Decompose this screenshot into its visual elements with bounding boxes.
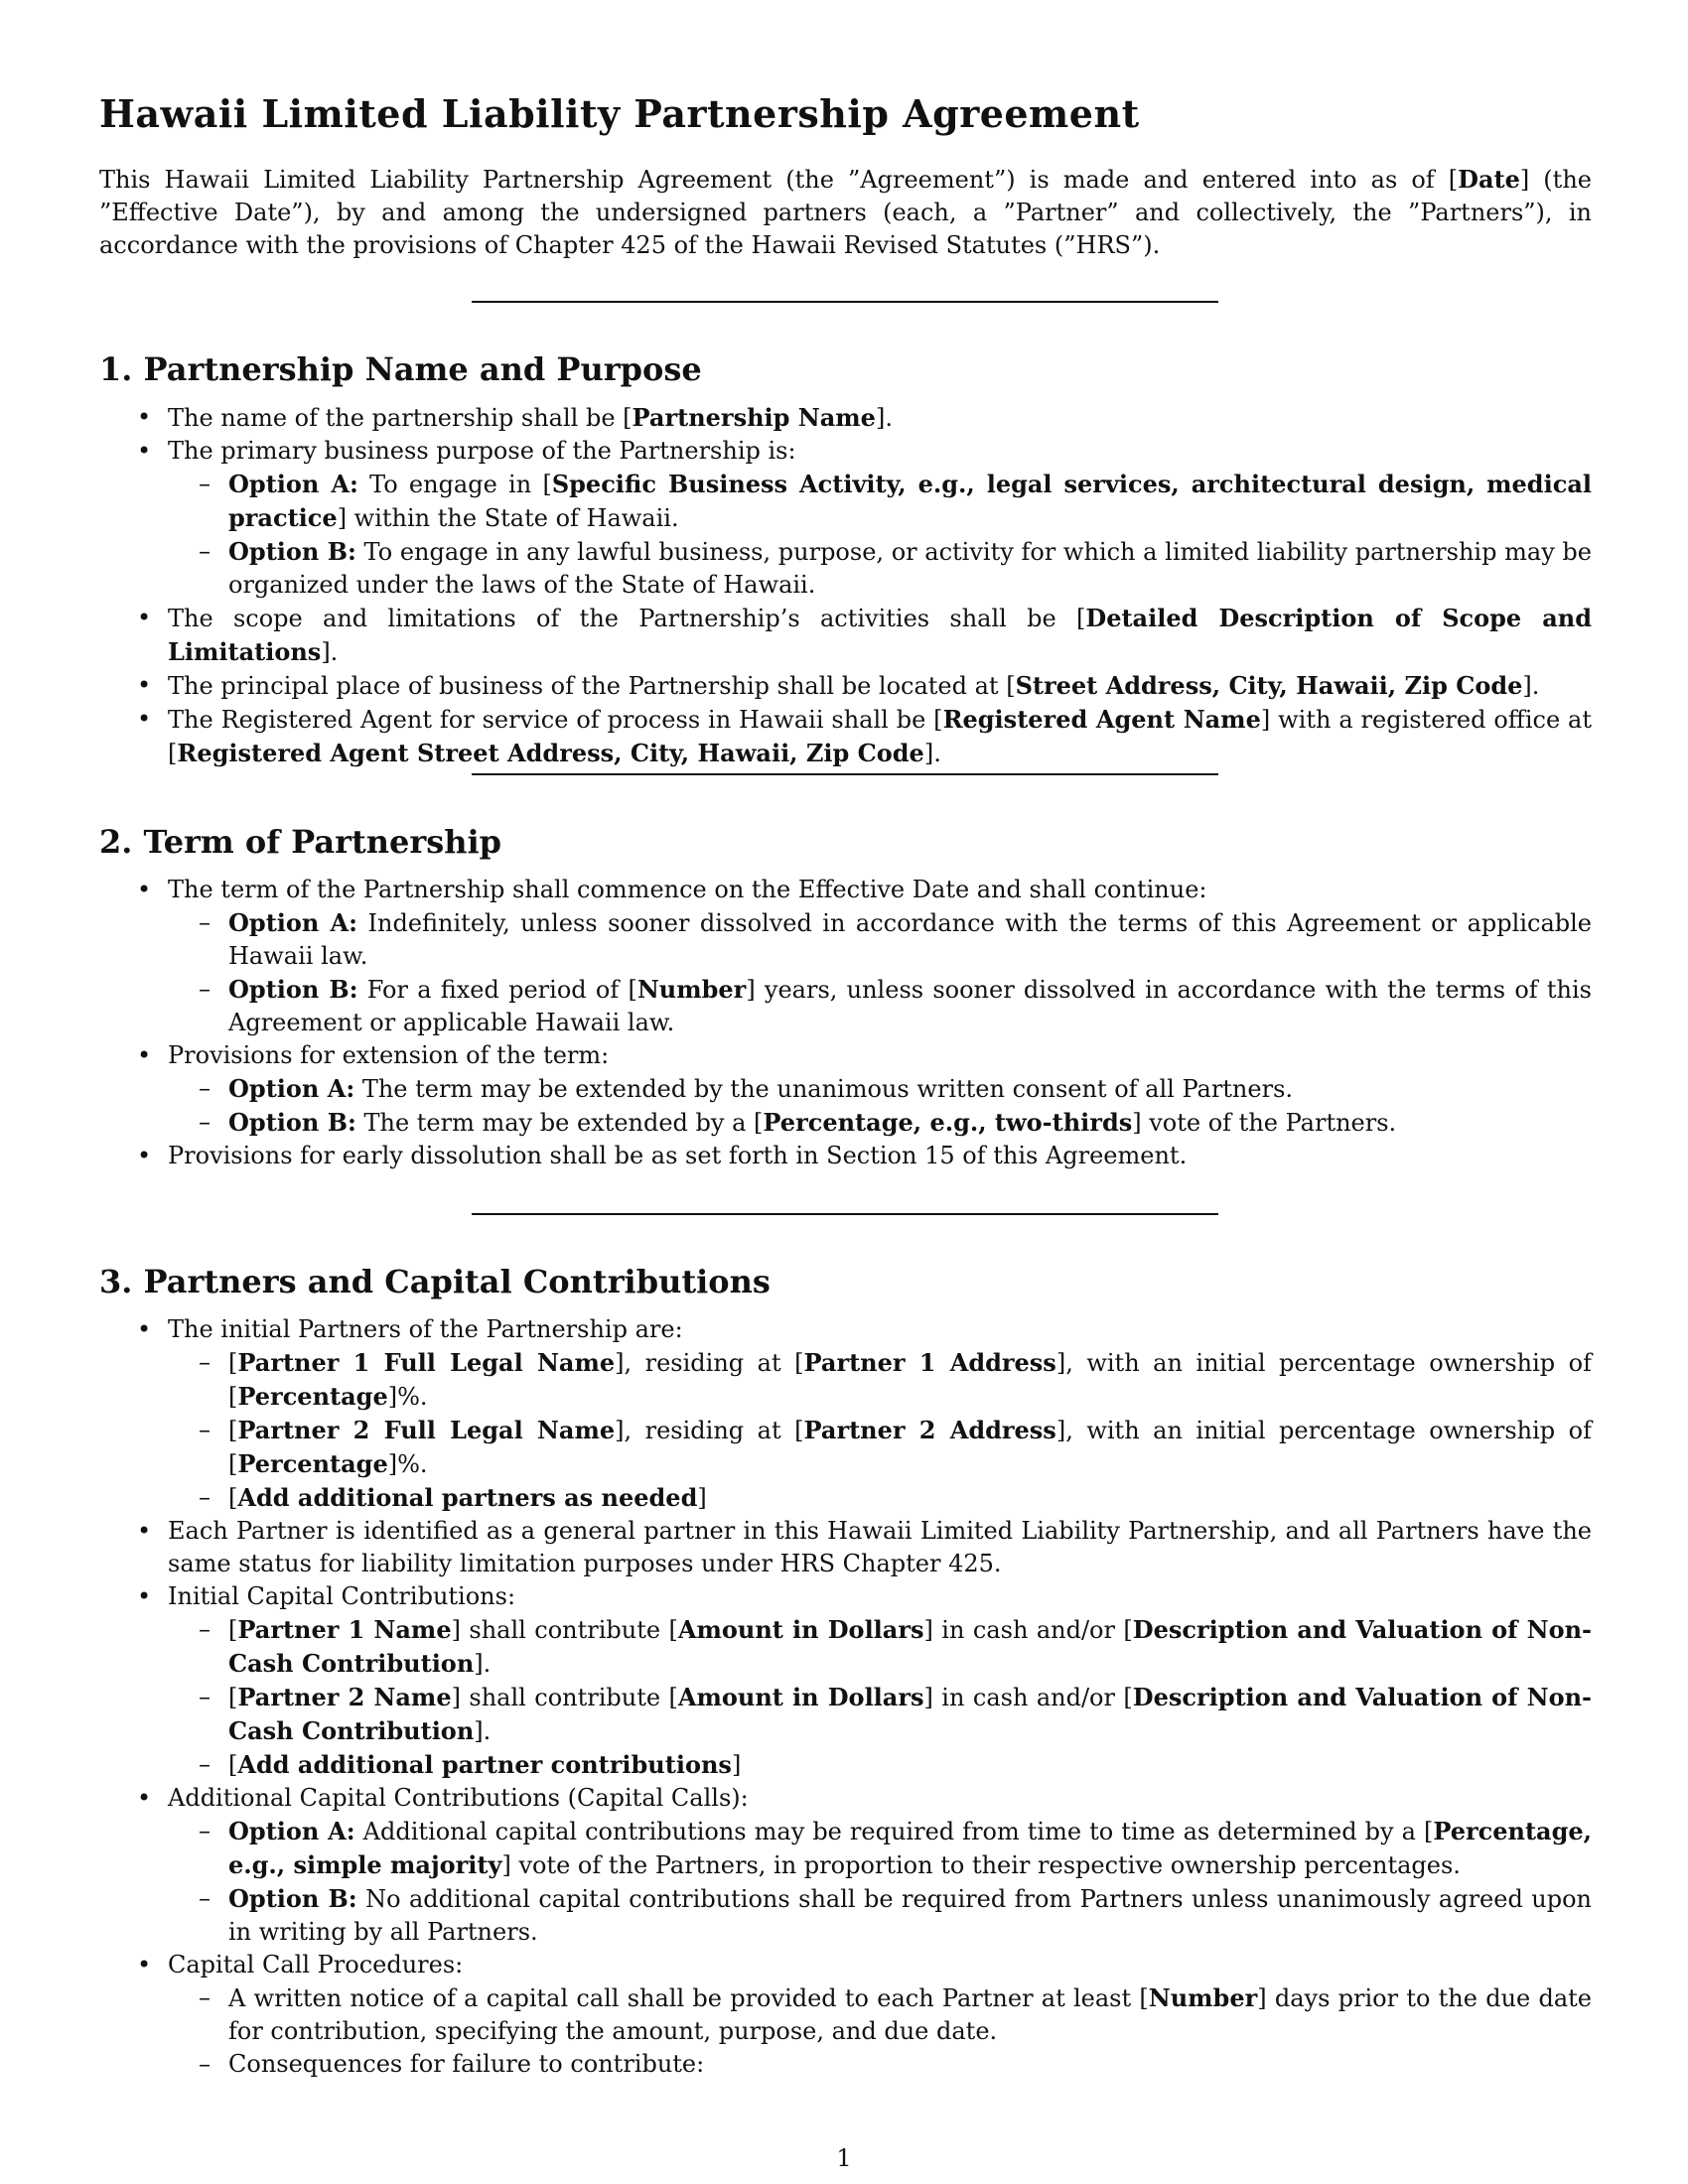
section-3-list <box>99 1313 1592 2081</box>
sub-list-item: – Consequences for failure to contribute: <box>99 2048 1592 2081</box>
sub-list-item: – [Partner 2 Full Legal Name], residing at [Partner 2 Address], with an initial percentage ownership of [Percentage]%. <box>99 1414 1592 1481</box>
document-title: Hawaii Limited Liability Partnership Agreement <box>99 91 1140 136</box>
sub-list-item: – Option A: The term may be extended by the unanimous written consent of all Partners. <box>99 1072 1592 1106</box>
list-item: • Additional Capital Contributions (Capital Calls): <box>99 1782 1592 1815</box>
list-item: • Capital Call Procedures: <box>99 1949 1592 1981</box>
sub-list-item: – Option B: No additional capital contributions shall be required from Partners unless unanimously agreed upon in writing by all Partners. <box>99 1882 1592 1949</box>
section-2-heading: 2. Term of Partnership <box>99 823 502 861</box>
sub-list-item: – [Add additional partners as needed] <box>99 1481 1592 1515</box>
list-item: • The primary business purpose of the Partnership is: <box>99 435 1592 468</box>
sub-list-item: – [Partner 2 Name] shall contribute [Amount in Dollars] in cash and/or [Description and Valuation of Non-Cash Contribution]. <box>99 1681 1592 1748</box>
intro-paragraph: This Hawaii Limited Liability Partnership Agreement (the ”Agreement”) is made and entered into as of [Date] (the ”Effective Date”), by and among the undersigned partners (each, a ”Partner” and collectively, the ”Partners”), in accordance with the provisions of Chapter 425 of the Hawaii Revised Statutes (”HRS”). <box>99 165 1592 259</box>
page-number: 1 <box>836 2144 852 2172</box>
list-item: • Provisions for extension of the term: <box>99 1039 1592 1072</box>
list-item: • Initial Capital Contributions: <box>99 1580 1592 1613</box>
list-item: • The term of the Partnership shall commence on the Effective Date and shall continue: <box>99 874 1592 906</box>
sub-list-item: – [Partner 1 Name] shall contribute [Amount in Dollars] in cash and/or [Description and Valuation of Non-Cash Contribution]. <box>99 1613 1592 1681</box>
sub-list-item: – Option B: For a fixed period of [Number] years, unless sooner dissolved in accordance with the terms of this Agreement or applicable Hawaii law. <box>99 973 1592 1039</box>
sub-list-item: – Option A: Additional capital contributions may be required from time to time as determined by a [Percentage, e.g., simple majority] vote of the Partners, in proportion to their respective ownership percentages. <box>99 1815 1592 1882</box>
section-1-heading: 1. Partnership Name and Purpose <box>99 350 702 388</box>
list-item: • The scope and limitations of the Partnership’s activities shall be [Detailed Description of Scope and Limitations]. <box>99 602 1592 669</box>
list-item: • The principal place of business of the Partnership shall be located at [Street Address, City, Hawaii, Zip Code]. <box>99 669 1592 703</box>
section-divider <box>472 301 1218 303</box>
sub-list-item: – Option A: Indefinitely, unless sooner dissolved in accordance with the terms of this Agreement or applicable Hawaii law. <box>99 906 1592 973</box>
sub-list-item: – [Add additional partner contributions] <box>99 1748 1592 1782</box>
list-item: • The initial Partners of the Partnership are: <box>99 1313 1592 1346</box>
sub-list-item: – [Partner 1 Full Legal Name], residing at [Partner 1 Address], with an initial percentage ownership of [Percentage]%. <box>99 1346 1592 1414</box>
sub-list-item: – A written notice of a capital call shall be provided to each Partner at least [Number] days prior to the due date for contribution, specifying the amount, purpose, and due date. <box>99 1981 1592 2048</box>
section-divider <box>472 773 1218 775</box>
sub-list-item: – Option A: To engage in [Specific Business Activity, e.g., legal services, architectural design, medical practice] within the State of Hawaii. <box>99 468 1592 535</box>
list-item: • The Registered Agent for service of process in Hawaii shall be [Registered Agent Name] with a registered office at [Registered Agent Street Address, City, Hawaii, Zip Code]. <box>99 703 1592 770</box>
sub-list-item: – Option B: The term may be extended by a [Percentage, e.g., two-thirds] vote of the Partners. <box>99 1106 1592 1140</box>
list-item: • Provisions for early dissolution shall be as set forth in Section 15 of this Agreement. <box>99 1140 1592 1172</box>
section-2-list <box>99 874 1592 1172</box>
section-divider <box>472 1213 1218 1215</box>
section-1-list <box>99 401 1592 770</box>
sub-list-item: – Option B: To engage in any lawful business, purpose, or activity for which a limited liability partnership may be organized under the laws of the State of Hawaii. <box>99 535 1592 602</box>
list-item: • Each Partner is identified as a general partner in this Hawaii Limited Liability Partnership, and all Partners have the same status for liability limitation purposes under HRS Chapter 425. <box>99 1515 1592 1580</box>
list-item: • The name of the partnership shall be [Partnership Name]. <box>99 401 1592 435</box>
section-3-heading: 3. Partners and Capital Contributions <box>99 1263 771 1300</box>
